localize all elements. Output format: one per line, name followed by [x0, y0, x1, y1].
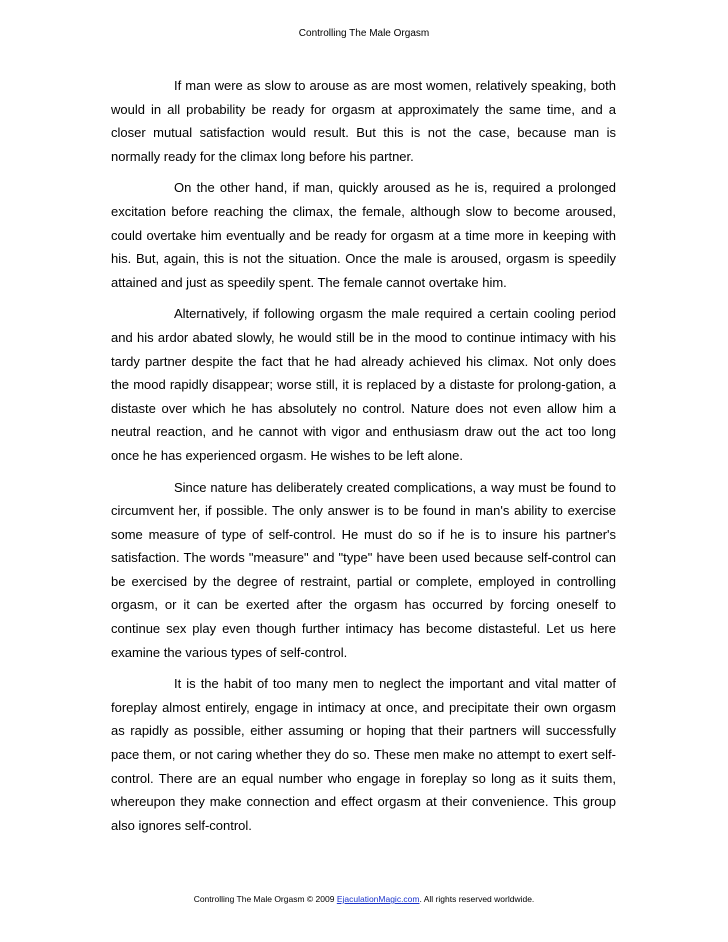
document-body	[111, 74, 616, 845]
paragraph-3: Alternatively, if following orgasm the male required a certain cooling period and his ardor abated slowly, he would still be in the mood to continue intimacy with his tardy partner despite the fact that he had already achieved his climax. Not only does the mood rapidly disappear; worse still, it is replaced by a distaste for prolong-gation, a distaste over which he has absolutely no control. Nature does not even allow him a neutral reaction, and he cannot with vigor and enthusiasm draw out the act too long once he has experienced orgasm. He wishes to be left alone.	[111, 306, 616, 463]
page-footer	[0, 893, 728, 905]
paragraph-2: On the other hand, if man, quickly aroused as he is, required a prolonged excitation before reaching the climax, the female, although slow to become aroused, could overtake him eventually and be ready for orgasm at a time more in keeping with his. But, again, this is not the situation. Once the male is aroused, orgasm is speedily attained and just as speedily spent. The female cannot overtake him.	[111, 180, 616, 290]
paragraph-1: If man were as slow to arouse as are most women, relatively speaking, both would in all probability be ready for orgasm at approximately the same time, and a closer mutual satisfaction would result. But this is not the case, because man is normally ready for the climax long before his partner.	[111, 78, 616, 164]
footer-website-link[interactable]: EjaculationMagic.com	[336, 894, 420, 904]
paragraph-5: It is the habit of too many men to neglect the important and vital matter of foreplay almost entirely, engage in intimacy at once, and precipitate their own orgasm as rapidly as possible, either assuming or hoping that their partners will successfully pace them, or not caring whether they do so. These men make no attempt to exert self-control. There are an equal number who engage in foreplay so long as it suits them, whereupon they make connection and effect orgasm at their convenience. This group also ignores self-control.	[111, 676, 616, 833]
footer-copyright-text: Controlling The Male Orgasm © 2009	[193, 894, 337, 904]
paragraph-4: Since nature has deliberately created complications, a way must be found to circumvent her, if possible. The only answer is to be found in man's ability to exercise some measure of type of self-control. He must do so if he is to insure his partner's satisfaction. The words "measure" and "type" have been used because self-control can be exercised by the degree of restraint, partial or complete, employed in controlling orgasm, or it can be exerted after the orgasm has occurred by forcing oneself to continue sex play even though further intimacy has become distasteful. Let us here examine the various types of self-control.	[111, 479, 616, 660]
page-header: Controlling The Male Orgasm	[298, 28, 430, 39]
footer-rights-text: . All rights reserved worldwide.	[419, 894, 535, 904]
